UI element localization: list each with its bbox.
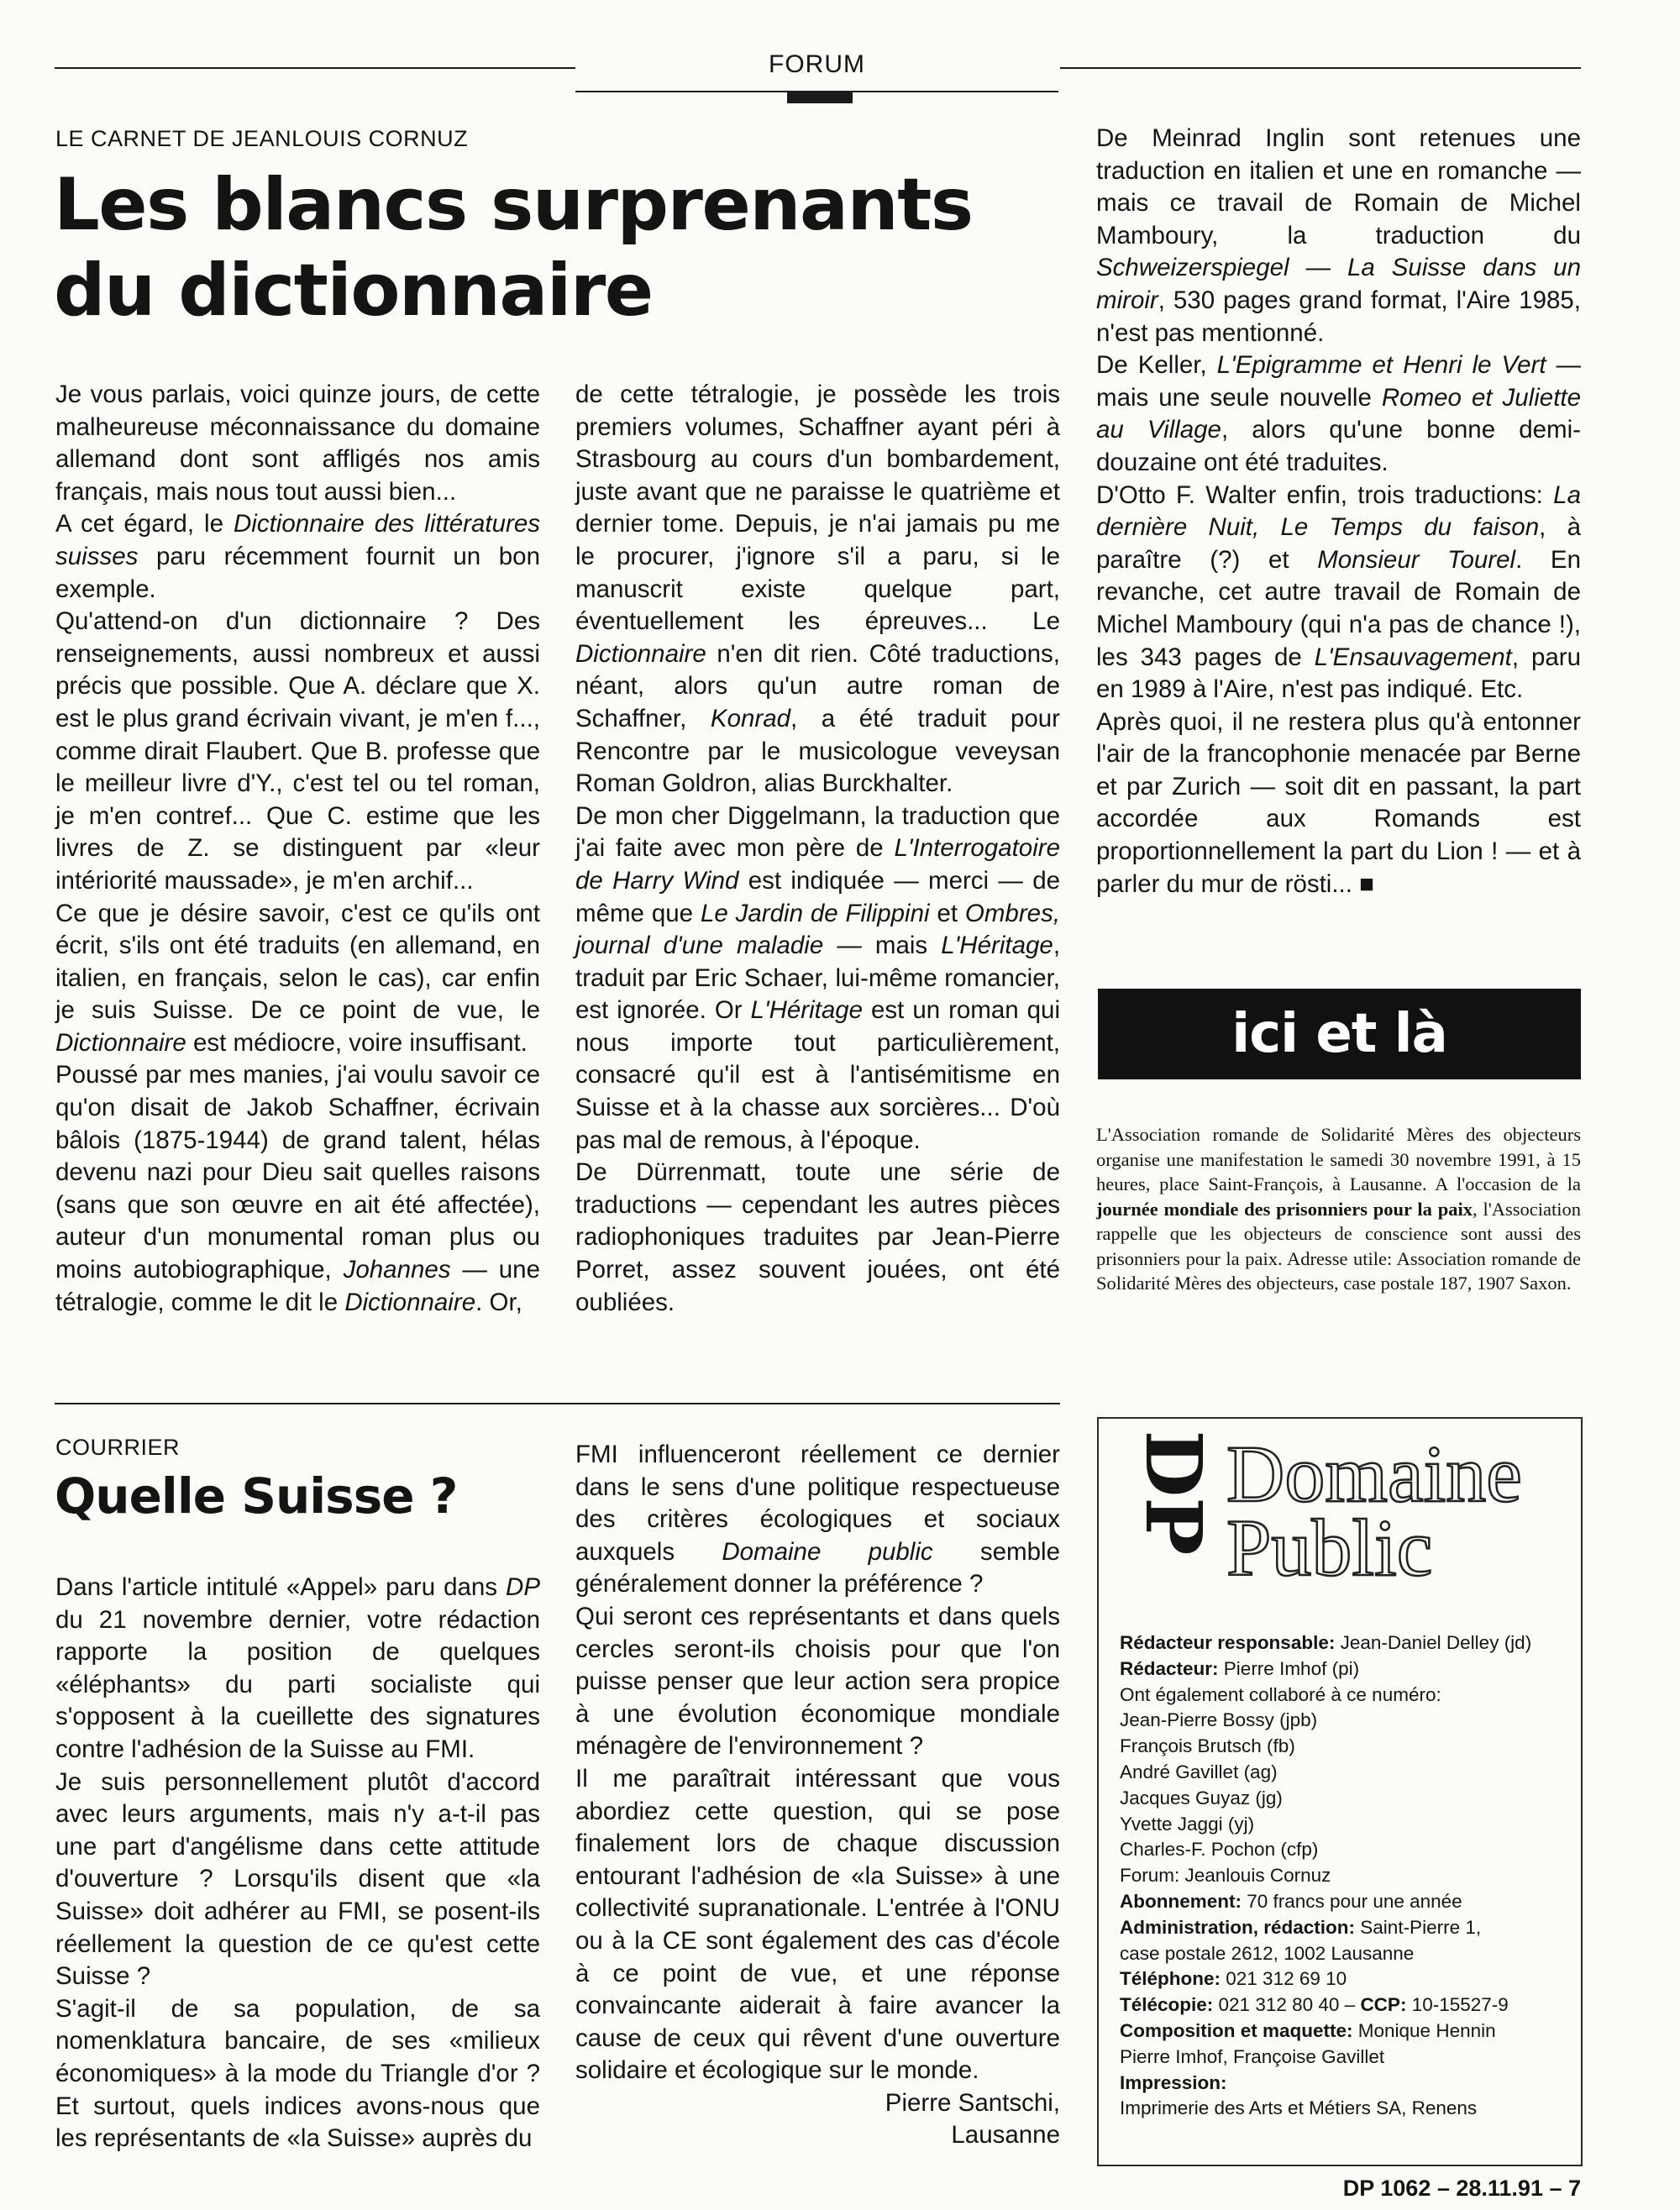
signature-place: Lausanne [951,2121,1060,2150]
courrier-kicker: COURRIER [55,1435,181,1460]
paragraph: S'agit-il de sa population, de sa nomenklatura bancaire, de ses «milieux économiques» à la mode du Triangle d'or ? Et surtout, quels indices avons-nous que les représentants de «la Suisse» auprès du [55,1994,540,2153]
courrier-top-rule [55,1403,1060,1404]
paragraph: Je vous parlais, voici quinze jours, de cette malheureuse méconnaissance du domaine allemand dont sont affligés nos amis français, mais nous tout aussi bien... [55,381,540,506]
credit-line: Yvette Jaggi (yj) [1120,1813,1255,1835]
article-title [54,162,1062,333]
credit-line: case postale 2612, 1002 Lausanne [1120,1942,1415,1964]
masthead-logo [1110,1429,1569,1597]
end-mark: ■ [1359,869,1374,898]
credit-line: François Brutsch (fb) [1120,1735,1295,1757]
paragraph: Poussé par mes manies, j'ai voulu savoir ce qu'on disait de Jakob Schaffner, écrivain bâlois (1875-1944) de grand talent, hélas devenu nazi pour Dieu sait quelles raisons (sans que son œuvre en ait été affectée), auteur d'un monumental roman plus ou moins autobiographique, Johannes — une tétralogie, comme le dit le Dictionnaire. Or, [55,1061,540,1316]
paragraph: de cette tétralogie, je possède les trois premiers volumes, Schaffner ayant péri à Strasbourg au cours d'un bombardement, juste avant que ne paraisse le quatrième et dernier tome. Depuis, je n'ai jamais pu me le procurer, j'ignore s'il a paru, si le manuscrit existe quelque part, éventuellement les épreuves... Le Dictionnaire n'en dit rien. Côté traductions, néant, alors qu'un autre roman de Schaffner, Konrad, a été traduit pour Rencontre par le musicologue veveysan Roman Goldron, alias Burckhalter. [575,381,1060,798]
paragraph: Je suis personnellement plutôt d'accord avec leurs arguments, mais n'y a-t-il pas une part d'angélisme dans cette attitude d'ouverture ? Lorsqu'ils disent que «la Suisse» doit adhérer au FMI, se posent-ils réellement la question de ce qu'est cette Suisse ? [55,1767,540,1991]
credit-line: Impression: [1120,2071,1227,2093]
credit-line: Charles-F. Pochon (cfp) [1120,1839,1319,1861]
paragraph: De Meinrad Inglin sont retenues une traduction en italien et une en romanche — mais ce travail de Romain de Michel Mamboury, la traduction du Schweizerspiegel — La Suisse dans un miroir, 530 pages grand format, l'Aire 1985, n'est pas mentionné. [1096,124,1581,347]
header-rule-left [55,67,575,69]
credit-line: Pierre Imhof, Françoise Gavillet [1120,2045,1385,2067]
logo-line2: Public [1226,1503,1433,1593]
article-title-line2: du dictionnaire [54,249,653,333]
paragraph: A cet égard, le Dictionnaire des littératures suisses paru récemment fournit un bon exemple. [55,510,540,603]
article-column-1 [55,379,540,1319]
courrier-column-1 [55,1572,540,2155]
masthead-box [1097,1417,1583,2166]
credit-line: Forum: Jeanlouis Cornuz [1120,1865,1331,1887]
header-marker-bar [787,92,853,103]
credit-line: Composition et maquette: Monique Hennin [1120,2019,1496,2041]
paragraph: Qui seront ces représentants et dans quels cercles seront-ils choisis pour que l'on puisse penser que leur action sera propice à une évolution économique mondiale ménagère de l'environnement ? [575,1602,1060,1761]
icietla-text: L'Association romande de Solidarité Mères des objecteurs organise une manifestation le samedi 30 novembre 1991, à 15 heures, place Saint-François, à Lausanne. A l'occasion de la journée mondiale des prisonniers pour la paix, l'Association rappelle que les objecteurs de conscience sont aussi des prisonniers pour la paix. Adresse utile: Association romande de Solidarité Mères des objecteurs, case postale 187, 1907 Saxon. [1096,1124,1581,1294]
logo-line1: Domaine [1226,1429,1522,1519]
logo-initials: DP [1128,1430,1219,1556]
paragraph: D'Otto F. Walter enfin, trois traductions: La dernière Nuit, Le Temps du faison, à paraître (?) et Monsieur Tourel. En revanche, cet autre travail de Romain de Michel Mamboury (qui n'a pas de chance !), les 343 pages de L'Ensauvagement, paru en 1989 à l'Aire, n'est pas indiqué. Etc. [1096,480,1582,704]
icietla-title: ici et là [1231,1003,1447,1065]
credit-line: Jacques Guyaz (jg) [1120,1787,1283,1808]
article-column-3 [1096,123,1581,900]
credit-line: Jean-Pierre Bossy (jpb) [1120,1709,1318,1731]
page-folio: DP 1062 – 28.11.91 – 7 [1342,2176,1581,2201]
article-title-line1: Les blancs surprenants [54,163,973,247]
header-rule-right [1060,67,1581,69]
credit-line: Imprimerie des Arts et Métiers SA, Renens [1120,2097,1478,2119]
credit-line: Télécopie: 021 312 80 40 – CCP: 10-15527-9 [1120,1994,1509,2016]
paragraph: FMI influenceront réellement ce dernier dans le sens d'une politique respectueuse des critères écologiques et sociaux auxquels Domaine public semble généralement donner la préférence ? [575,1441,1060,1598]
paragraph: Après quoi, il ne restera plus qu'à entonner l'air de la francophonie menacée par Berne et par Zurich — soit dit en passant, la part accordée aux Romands est proportionnellement la part du Lion ! — et à parler du mur de rösti... ■ [1096,707,1581,898]
icietla-banner [1098,989,1581,1079]
credit-line: Rédacteur responsable: Jean-Daniel Delley (jd) [1120,1632,1532,1653]
article-column-2 [575,379,1060,1319]
credit-line: Téléphone: 021 312 69 10 [1120,1968,1347,1990]
paragraph: Dans l'article intitulé «Appel» paru dans DP du 21 novembre dernier, votre rédaction rapporte la position de quelques «éléphants» du parti socialiste qui s'opposent à la cueillette des signatures contre l'adhésion de la Suisse au FMI. [55,1573,540,1763]
paragraph: Il me paraîtrait intéressant que vous abordiez cette question, qui se pose finalement lors de chaque discussion entourant l'adhésion de «la Suisse» à une collectivité supranationale. L'entrée à l'ONU ou à la CE sont également des cas d'école à ce point de vue, et une réponse convaincante aiderait à faire avancer la cause de ceux qui rêvent d'une ouverture solidaire et écologique sur le monde. [575,1764,1060,2085]
courrier-column-2 [575,1439,1060,2152]
credit-line: André Gavillet (ag) [1120,1761,1278,1782]
signature: Pierre Santschi, [885,2088,1060,2117]
courrier-title: Quelle Suisse ? [55,1467,458,1525]
paragraph: Qu'attend-on d'un dictionnaire ? Des renseignements, aussi nombreux et aussi précis que possible. Que A. déclare que X. est le plus grand écrivain vivant, je m'en f..., comme dirait Flaubert. Que B. professe que le meilleur livre d'Y., c'est tel ou tel roman, je m'en contref... Que C. estime que les livres de Z. se distinguent par «leur intériorité maussade», je m'en archif... [55,607,540,895]
header-section-label: FORUM [769,50,865,78]
paragraph: Ce que je désire savoir, c'est ce qu'ils ont écrit, s'ils ont été traduits (en allemand, en italien, en français, selon le cas), car enfin je suis Suisse. De ce point de vue, le Dictionnaire est médiocre, voire insuffisant. [55,899,540,1057]
paragraph: De Keller, L'Epigramme et Henri le Vert — mais une seule nouvelle Romeo et Juliette au Village, alors qu'une bonne demi-douzaine ont été traduites. [1096,351,1582,476]
credit-line: Abonnement: 70 francs pour une année [1120,1890,1462,1912]
paragraph: De Dürrenmatt, toute une série de traductions — cependant les autres pièces radiophoniques traduites par Jean-Pierre Porret, assez souvent jouées, ont été oubliées. [575,1158,1060,1316]
paragraph: De mon cher Diggelmann, la traduction que j'ai faite avec mon père de L'Interrogatoire de Harry Wind est indiquée — merci — de même que Le Jardin de Filippini et Ombres, journal d'une maladie — mais L'Héritage, traduit par Eric Schaer, lui-même romancier, est ignorée. Or L'Héritage est un roman qui nous importe tout particulièrement, consacré qu'il est à l'antisémitisme en Suisse et à la chasse aux sorcières... D'où pas mal de remous, à l'époque. [575,801,1061,1154]
credit-line: Rédacteur: Pierre Imhof (pi) [1120,1657,1360,1679]
credit-line: Administration, rédaction: Saint-Pierre 1, [1120,1916,1482,1938]
article-kicker: LE CARNET DE JEANLOUIS CORNUZ [55,126,469,151]
credit-line: Ont également collaboré à ce numéro: [1120,1683,1441,1705]
masthead-credits [1120,1630,1573,2122]
